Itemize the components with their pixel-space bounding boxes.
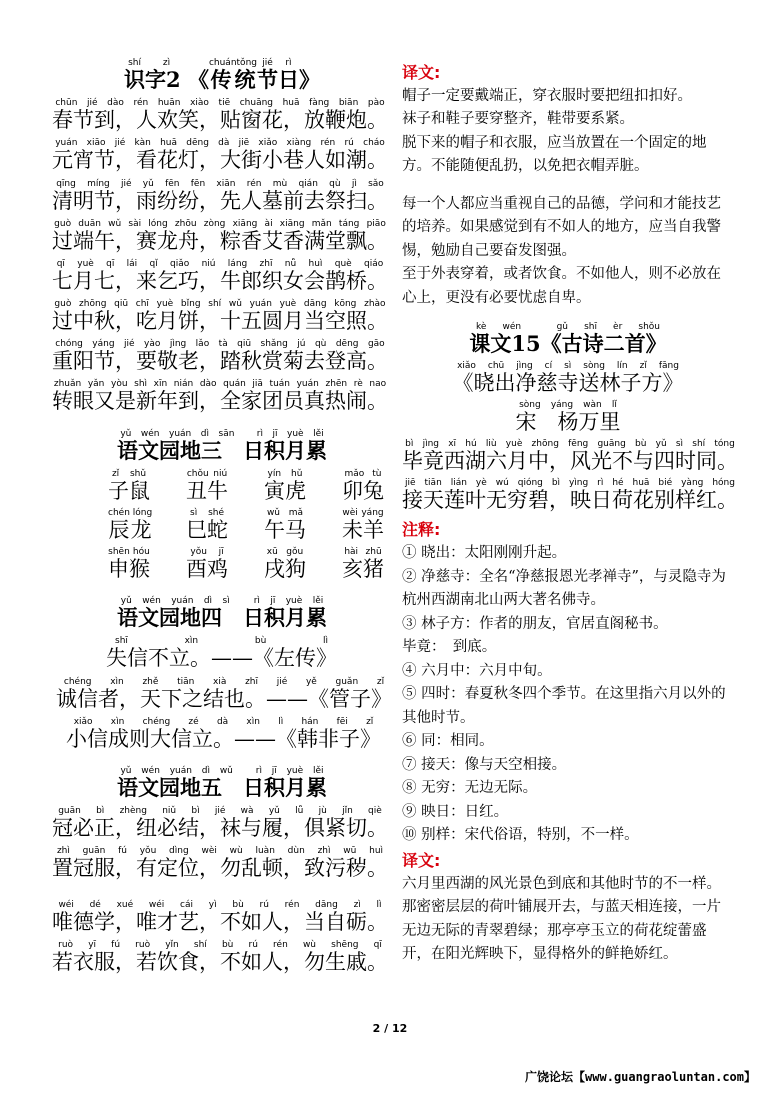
translation-label: 译文: bbox=[402, 63, 441, 82]
poem-line: 毕竟西湖六月中，风光不与四时同。bì jìng xī hú liù yuè zhōng fēng guāng bù yǔ sì shí tóng bbox=[402, 438, 738, 473]
text-line: 元宵节，看花灯，大街小巷人如潮。yuán xiāo jié kàn huā dēng dà jiē xiǎo xiàng rén rú cháo bbox=[52, 138, 388, 173]
page-number: 2 / 12 bbox=[372, 1022, 408, 1035]
quote-line: 失信不立。——《左传》shī xìn bù lì bbox=[106, 636, 337, 671]
zodiac-cell: 戌狗xū gǒu bbox=[264, 547, 306, 582]
poem-name: 《晓出净慈寺送林子方》xiǎo chū jìng cí sì sòng lín zǐ fāng bbox=[452, 360, 684, 395]
note-item: ⑩ 别样：宋代俗语，特别，不一样。 bbox=[402, 827, 639, 844]
zodiac-cell: 丑牛chǒu niú bbox=[186, 468, 228, 503]
quote-line: 小信成则大信立。——《韩非子》xiǎo xìn chéng zé dà xìn lì hán fēi zǐ bbox=[66, 716, 381, 751]
translation-paragraph: 脱下来的帽子和衣服，应当放置在一个固定的地方。不能随便乱扔，以免把衣帽弄脏。 bbox=[402, 134, 707, 175]
zodiac-cell: 卯兔mǎo tù bbox=[342, 468, 384, 503]
text-line: 过中秋，吃月饼，十五圆月当空照。guò zhōng qiū chī yuè bǐng shí wǔ yuán yuè dāng kōng zhào bbox=[52, 299, 388, 334]
zodiac-cell: 巳蛇sì shé bbox=[186, 507, 228, 542]
translation-paragraph: 那密密层层的荷叶铺展开去，与蓝天相连接，一片无边无际的青翠碧绿；那亭亭玉立的荷花绽蕾盛开，在阳光辉映下，显得格外的鲜艳娇红。 bbox=[402, 899, 721, 962]
text-line: 清明节，雨纷纷，先人墓前去祭扫。qīng míng jié yǔ fēn fēn xiān rén mù qián qù jì sǎo bbox=[52, 178, 388, 213]
right-column bbox=[402, 60, 738, 966]
poem-line: 接天莲叶无穷碧，映日荷花别样红。jiē tiān lián yè wú qióng bì yìng rì hé huā bié yàng hóng bbox=[402, 478, 738, 513]
note-item: ③ 林子方：作者的朋友，官居直阁秘书。 bbox=[402, 615, 668, 632]
translation-paragraph: 帽子一定要戴端正，穿衣服时要把纽扣扣好。 bbox=[402, 88, 692, 104]
note-item: ⑦ 接天：像与天空相接。 bbox=[402, 756, 567, 773]
shizi-title: 识shí字2 zì《传统chuántǒng节jié日rì》 bbox=[124, 58, 320, 92]
translation-label-2: 译文: bbox=[402, 850, 441, 870]
notes-list bbox=[402, 542, 734, 847]
yuandi5-title: 语文园地五 日积月累yǔ wén yuán dì wǔ rì jī yuè lěi bbox=[117, 766, 327, 801]
text-line: 七月七，来乞巧，牛郎织女会鹊桥。qī yuè qī lái qǐ qiǎo niú láng zhī nǚ huì què qiáo bbox=[52, 258, 388, 293]
quote-line: 诚信者，天下之结也。——《管子》chéng xìn zhě tiān xià zhī jié yě guǎn zǐ bbox=[56, 676, 392, 711]
note-item: ⑨ 映日：日红。 bbox=[402, 803, 509, 820]
zodiac-cell: 午马wǔ mǎ bbox=[264, 507, 306, 542]
text-line: 若衣服，若饮食，不如人，勿生戚。ruò yī fú ruò yǐn shí bù rú rén wù shēng qī bbox=[52, 939, 388, 974]
text-line: 重阳节，要敬老，踏秋赏菊去登高。chóng yáng jié yào jìng lǎo tà qiū shǎng jú qù dēng gāo bbox=[52, 339, 388, 374]
yuandi3-title: 语文园地三 日积月累yǔ wén yuán dì sān rì jī yuè lěi bbox=[117, 428, 327, 463]
text-line: 春节到，人欢笑，贴窗花，放鞭炮。chūn jié dào rén huān xiào tiē chuāng huā fàng biān pào bbox=[52, 98, 388, 133]
note-item: ⑧ 无穷：无边无际。 bbox=[402, 780, 538, 797]
shizi-lines bbox=[52, 98, 392, 415]
note-item: ④ 六月中：六月中旬。 bbox=[402, 662, 552, 679]
zodiac-cell: 申猴shēn hóu bbox=[108, 547, 150, 582]
text-line: 过端午，赛龙舟，粽香艾香满堂飘。guò duān wǔ sài lóng zhōu zòng xiāng ài xiāng mǎn táng piāo bbox=[52, 218, 388, 253]
zodiac-cell: 酉鸡yǒu jī bbox=[186, 547, 228, 582]
text-line: 唯德学，唯才艺，不如人，当自砺。wéi dé xué wéi cái yì bù rú rén dāng zì lì bbox=[52, 899, 388, 934]
notes-label: 注释: bbox=[402, 520, 441, 540]
note-item: ⑤ 四时：春夏秋冬四个季节。在这里指六月以外的其他时节。 bbox=[402, 686, 726, 726]
zodiac-cell: 寅虎yín hǔ bbox=[264, 468, 306, 503]
zodiac-grid bbox=[108, 469, 392, 583]
note-item: 毕竟： 到底。 bbox=[402, 639, 497, 656]
zodiac-cell: 辰龙chén lóng bbox=[108, 507, 153, 542]
left-column bbox=[52, 58, 392, 980]
zodiac-cell: 亥猪hài zhū bbox=[342, 547, 384, 582]
text-line: 转眼又是新年到，全家团员真热闹。zhuǎn yǎn yòu shì xīn nián dào quán jiā tuán yuán zhēn rè nao bbox=[52, 379, 388, 414]
text-line: 冠必正，纽必结，袜与履，俱紧切。guān bì zhèng niǔ bì jié wà yǔ lǚ jù jǐn qiè bbox=[52, 806, 388, 841]
note-item: ① 晓出：太阳刚刚升起。 bbox=[402, 545, 567, 562]
yuandi4-title: 语文园地四 日积月累yǔ wén yuán dì sì rì jī yuè lěi bbox=[117, 596, 327, 631]
spacer bbox=[402, 179, 734, 193]
zodiac-cell: 未羊wèi yáng bbox=[342, 507, 384, 542]
translation-paragraph: 袜子和鞋子要穿整齐，鞋带要系紧。 bbox=[402, 111, 634, 128]
note-item: ② 净慈寺：全名“净慈报恩光孝禅寺”，与灵隐寺为杭州西湖南北山两大著名佛寺。 bbox=[402, 568, 726, 609]
footer-site[interactable] bbox=[525, 1068, 756, 1085]
translation-paragraph: 六月里西湖的风光景色到底和其他时节的不一样。 bbox=[402, 875, 721, 892]
text-line: 置冠服，有定位，勿乱顿，致污秽。zhì guān fú yǒu dìng wèi wù luàn dùn zhì wū huì bbox=[52, 846, 388, 881]
translation-paragraph: 每一个人都应当重视自己的品德，学问和才能技艺的培养。如果感觉到有不如人的地方，应当自我警惕，勉励自己要奋发图强。 bbox=[402, 195, 721, 259]
footer-url: 【www.guangraoluntan.com】 bbox=[573, 1070, 756, 1084]
translation-paragraph: 至于外表穿着，或者饮食。不如他人，则不必放在心上，更没有必要忧虑自卑。 bbox=[402, 266, 721, 306]
footer-site-name: 广饶论坛 bbox=[525, 1070, 574, 1084]
poem-section-title: 课文15《古诗二首》kè wén gǔ shī èr shǒu bbox=[469, 322, 667, 357]
note-item: ⑥ 同：相同。 bbox=[402, 733, 494, 750]
poem-author: 宋 杨万里sòng yáng wàn lǐ bbox=[515, 399, 621, 434]
zodiac-cell: 子鼠zǐ shǔ bbox=[108, 468, 150, 503]
